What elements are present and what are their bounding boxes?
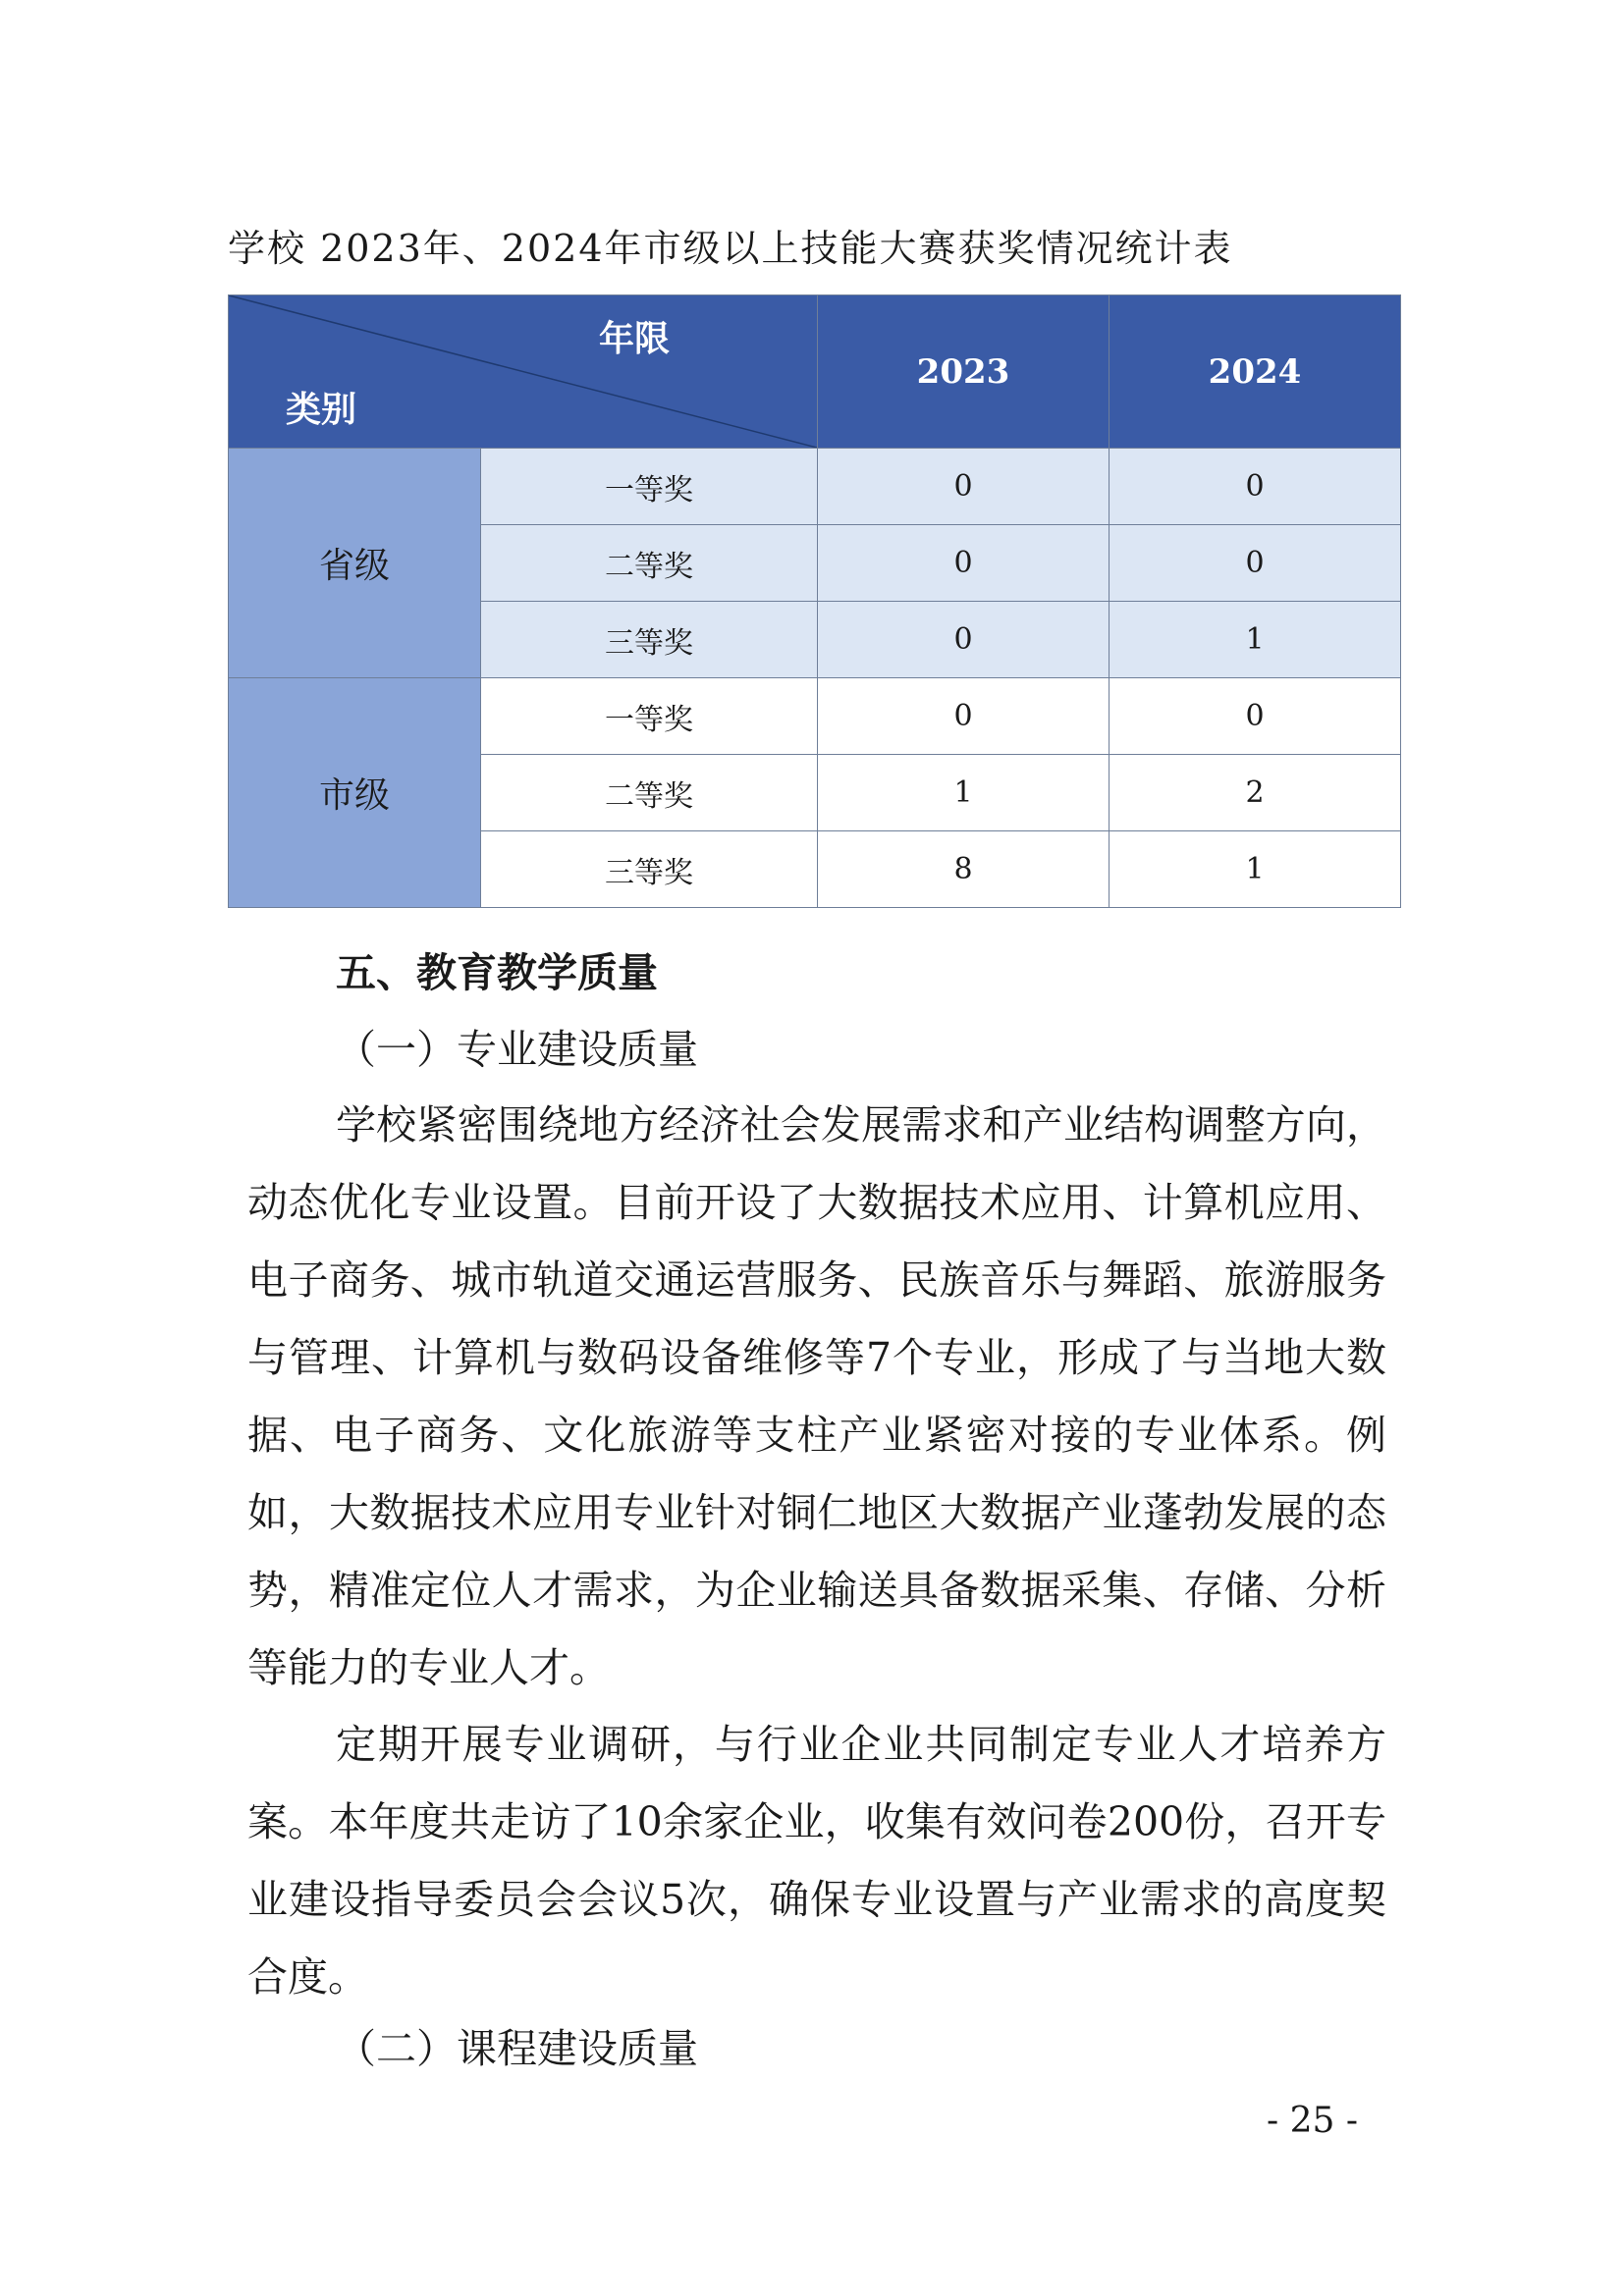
- paragraph-1: [247, 1087, 1386, 1707]
- award-cell: 二等奖: [481, 755, 818, 831]
- award-cell: 一等奖: [481, 449, 818, 525]
- value-cell: 0: [1110, 678, 1401, 755]
- table-row: [229, 449, 1401, 525]
- value-cell: 1: [1110, 831, 1401, 908]
- section-heading: 五、教育教学质量: [336, 949, 658, 996]
- awards-table: [228, 294, 1401, 908]
- header-category-label: 类别: [286, 389, 357, 430]
- award-cell: 三等奖: [481, 831, 818, 908]
- award-cell: 一等奖: [481, 678, 818, 755]
- header-corner-cell: [229, 295, 818, 449]
- value-cell: 0: [818, 525, 1110, 602]
- award-cell: 三等奖: [481, 602, 818, 678]
- value-cell: 0: [1110, 525, 1401, 602]
- paragraph-2-text: 定期开展专业调研，与行业企业共同制定专业人才培养方案。本年度共走访了10余家企业，收集有效问卷200份，召开专业建设指导委员会会议5次，确保专业设置与产业需求的高度契合度。: [247, 1721, 1386, 2001]
- value-cell: 0: [818, 602, 1110, 678]
- page-number: - 25 -: [1267, 2101, 1359, 2141]
- value-cell: 8: [818, 831, 1110, 908]
- value-cell: 2: [1110, 755, 1401, 831]
- table-caption: 学校 2023年、2024年市级以上技能大赛获奖情况统计表: [228, 227, 1233, 270]
- paragraph-2: [247, 1706, 1386, 2016]
- level-provincial: 省级: [229, 449, 481, 678]
- value-cell: 1: [1110, 602, 1401, 678]
- level-municipal: 市级: [229, 678, 481, 908]
- subsection-heading-1: （一）专业建设质量: [336, 1026, 698, 1073]
- award-cell: 二等奖: [481, 525, 818, 602]
- subsection-heading-2: （二）课程建设质量: [336, 2025, 698, 2072]
- value-cell: 0: [1110, 449, 1401, 525]
- value-cell: 0: [818, 449, 1110, 525]
- paragraph-1-text: 学校紧密围绕地方经济社会发展需求和产业结构调整方向，动态优化专业设置。目前开设了大数据技术应用、计算机应用、电子商务、城市轨道交通运营服务、民族音乐与舞蹈、旅游服务与管理、计算机与数码设备维修等7个专业，形成了与当地大数据、电子商务、文化旅游等支柱产业紧密对接的专业体系。例如，大数据技术应用专业针对铜仁地区大数据产业蓬勃发展的态势，精准定位人才需求，为企业输送具备数据采集、存储、分析等能力的专业人才。: [247, 1101, 1386, 1691]
- value-cell: 0: [818, 678, 1110, 755]
- header-year-2023: 2023: [818, 295, 1110, 449]
- table-header-row: [229, 295, 1401, 449]
- header-year-label: 年限: [598, 318, 670, 359]
- table-row: [229, 678, 1401, 755]
- header-year-2024: 2024: [1110, 295, 1401, 449]
- value-cell: 1: [818, 755, 1110, 831]
